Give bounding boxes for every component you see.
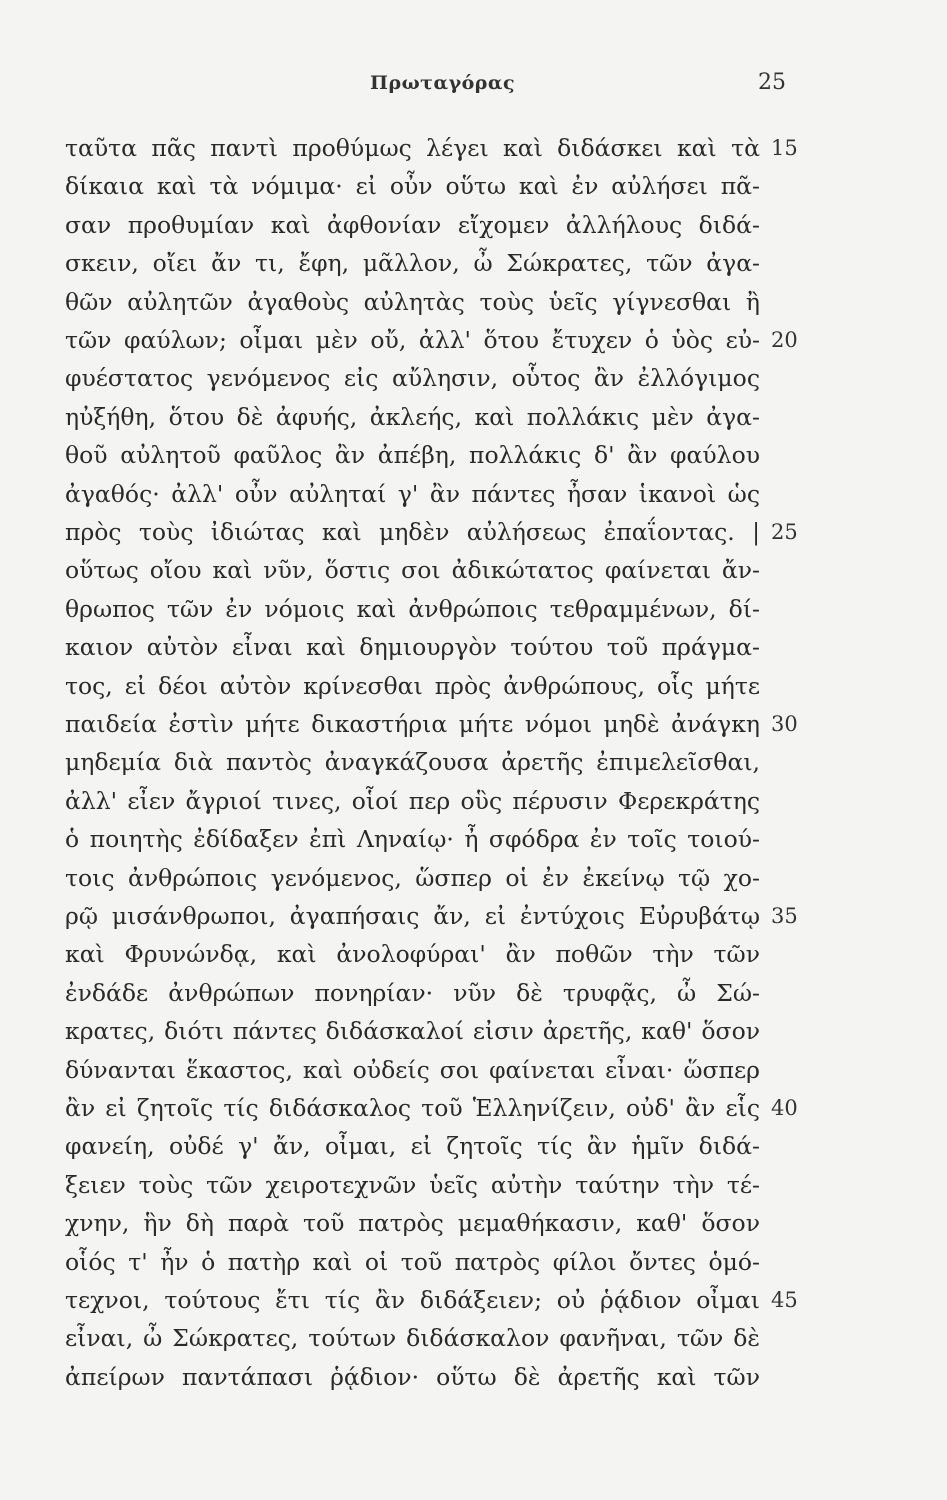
text-line: [65, 282, 825, 322]
page-number: 25: [758, 70, 786, 95]
text-line: [65, 781, 825, 821]
text-line: [65, 896, 825, 936]
text-line: [65, 1050, 825, 1090]
text-line: [65, 627, 825, 667]
text-line: [65, 1242, 825, 1282]
text-line-content: οἷός τ' ἦν ὁ πατὴρ καὶ οἱ τοῦ πατρὸς φίλοι ὄντες ὁμό-: [65, 1247, 760, 1276]
line-number: 45: [771, 1288, 798, 1312]
line-number: 25: [771, 520, 798, 544]
text-line: [65, 512, 825, 552]
line-number: 40: [771, 1096, 798, 1120]
text-line-content: σαν προθυμίαν καὶ ἀφθονίαν εἴχομεν ἀλλήλους διδά-: [65, 210, 760, 239]
text-line: [65, 589, 825, 629]
text-line: [65, 704, 825, 744]
text-line-content: τοις ἀνθρώποις γενόμενος, ὥσπερ οἱ ἐν ἐκείνῳ τῷ χο-: [65, 863, 760, 892]
text-line: [65, 1088, 825, 1128]
text-line-content: πρὸς τοὺς ἰδιώτας καὶ μηδὲν αὐλήσεως ἐπαΐοντας. |: [65, 518, 760, 546]
text-line-content: ἀλλ' εἶεν ἄγριοί τινες, οἷοί περ οὓς πέρυσιν Φερεκράτης: [65, 786, 760, 815]
text-line: [65, 128, 825, 168]
text-line-content: ρῷ μισάνθρωποι, ἀγαπήσαις ἄν, εἰ ἐντύχοις Εὐρυβάτῳ: [65, 902, 760, 930]
text-line: [65, 1011, 825, 1051]
text-line-content: καιον αὐτὸν εἶναι καὶ δημιουργὸν τούτου τοῦ πράγμα-: [65, 633, 760, 662]
text-line: [65, 1203, 825, 1243]
text-line-content: θῶν αὐλητῶν ἀγαθοὺς αὐλητὰς τοὺς ὑεῖς γίγνεσθαι ἢ: [65, 287, 760, 316]
text-line-content: τῶν φαύλων; οἶμαι μὲν οὔ, ἀλλ' ὅτου ἔτυχεν ὁ ὑὸς εὐ-: [65, 326, 760, 354]
text-line-content: καὶ Φρυνώνδᾳ, καὶ ἀνολοφύραι' ἂν ποθῶν τὴν τῶν: [65, 940, 760, 969]
text-line-content: ἐνδάδε ἀνθρώπων πονηρίαν· νῦν δὲ τρυφᾷς, ὦ Σώ-: [65, 978, 760, 1007]
running-head-title: Πρωταγόρας: [370, 72, 516, 94]
text-line-content: ταῦτα πᾶς παντὶ προθύμως λέγει καὶ διδάσκει καὶ τὰ: [65, 134, 760, 162]
text-line: [65, 973, 825, 1013]
text-line: [65, 1126, 825, 1166]
text-line: [65, 742, 825, 782]
text-line-content: ἀπείρων παντάπασι ῥᾴδιον· οὕτω δὲ ἀρετῆς καὶ τῶν: [65, 1362, 760, 1391]
text-line-content: φανείη, οὐδέ γ' ἄν, οἶμαι, εἰ ζητοῖς τίς ἂν ἡμῖν διδά-: [65, 1132, 760, 1161]
line-number: 20: [771, 328, 798, 352]
text-line: [65, 1318, 825, 1358]
text-line-content: ἂν εἰ ζητοῖς τίς διδάσκαλος τοῦ Ἑλληνίζειν, οὐδ' ἂν εἷς: [65, 1094, 760, 1122]
text-line: [65, 243, 825, 283]
text-line-content: ὁ ποιητὴς ἐδίδαξεν ἐπὶ Ληναίῳ· ἦ σφόδρα ἐν τοῖς τοιού-: [65, 825, 760, 854]
text-line-content: θοῦ αὐλητοῦ φαῦλος ἂν ἀπέβη, πολλάκις δ' ἂν φαύλου: [65, 441, 760, 470]
text-line-content: ἀγαθός· ἀλλ' οὖν αὐληταί γ' ἂν πάντες ἦσαν ἱκανοὶ ὡς: [65, 479, 760, 508]
text-line: [65, 397, 825, 437]
text-line: [65, 474, 825, 514]
text-line: [65, 166, 825, 206]
text-line-content: δύνανται ἕκαστος, καὶ οὐδείς σοι φαίνεται εἶναι· ὥσπερ: [65, 1055, 760, 1084]
line-number: 15: [771, 136, 798, 160]
text-line-content: παιδεία ἐστὶν μήτε δικαστήρια μήτε νόμοι μηδὲ ἀνάγκη: [65, 710, 760, 738]
text-line: [65, 1357, 825, 1397]
text-line-content: κρατες, διότι πάντες διδάσκαλοί εἰσιν ἀρετῆς, καθ' ὅσον: [65, 1017, 760, 1046]
text-line: [65, 1165, 825, 1205]
text-line: [65, 320, 825, 360]
text-line-content: δίκαια καὶ τὰ νόμιμα· εἰ οὖν οὕτω καὶ ἐν αὐλήσει πᾶ-: [65, 172, 760, 201]
text-line-content: σκειν, οἴει ἄν τι, ἔφη, μᾶλλον, ὦ Σώκρατες, τῶν ἀγα-: [65, 249, 760, 278]
text-line-content: εἶναι, ὦ Σώκρατες, τούτων διδάσκαλον φανῆναι, τῶν δὲ: [65, 1324, 760, 1353]
text-line: [65, 550, 825, 590]
text-line: [65, 858, 825, 898]
text-line: [65, 435, 825, 475]
running-head: [0, 70, 947, 100]
text-line-content: οὕτως οἴου καὶ νῦν, ὅστις σοι ἀδικώτατος φαίνεται ἄν-: [65, 556, 760, 585]
text-line-content: ηὐξήθη, ὅτου δὲ ἀφυής, ἀκλεής, καὶ πολλάκις μὲν ἀγα-: [65, 402, 760, 431]
line-number: 30: [771, 712, 798, 736]
text-line: [65, 1280, 825, 1320]
text-line-content: ξειεν τοὺς τῶν χειροτεχνῶν ὑεῖς αὐτὴν ταύτην τὴν τέ-: [65, 1170, 760, 1199]
text-line: [65, 819, 825, 859]
text-line-content: μηδεμία διὰ παντὸς ἀναγκάζουσα ἀρετῆς ἐπιμελεῖσθαι,: [65, 748, 760, 777]
text-line-content: φυέστατος γενόμενος εἰς αὔλησιν, οὗτος ἂν ἐλλόγιμος: [65, 364, 760, 393]
text-line: [65, 666, 825, 706]
text-line-content: τεχνοι, τούτους ἔτι τίς ἂν διδάξειεν; οὐ ῥᾴδιον οἶμαι: [65, 1286, 760, 1314]
text-line: [65, 934, 825, 974]
text-line: [65, 358, 825, 398]
line-number: 35: [771, 904, 798, 928]
text-line-content: χνην, ἣν δὴ παρὰ τοῦ πατρὸς μεμαθήκασιν, καθ' ὅσον: [65, 1209, 760, 1238]
text-line-content: τος, εἰ δέοι αὐτὸν κρίνεσθαι πρὸς ἀνθρώπους, οἷς μήτε: [65, 671, 760, 700]
text-line: [65, 205, 825, 245]
text-line-content: θρωπος τῶν ἐν νόμοις καὶ ἀνθρώποις τεθραμμένων, δί-: [65, 594, 760, 623]
